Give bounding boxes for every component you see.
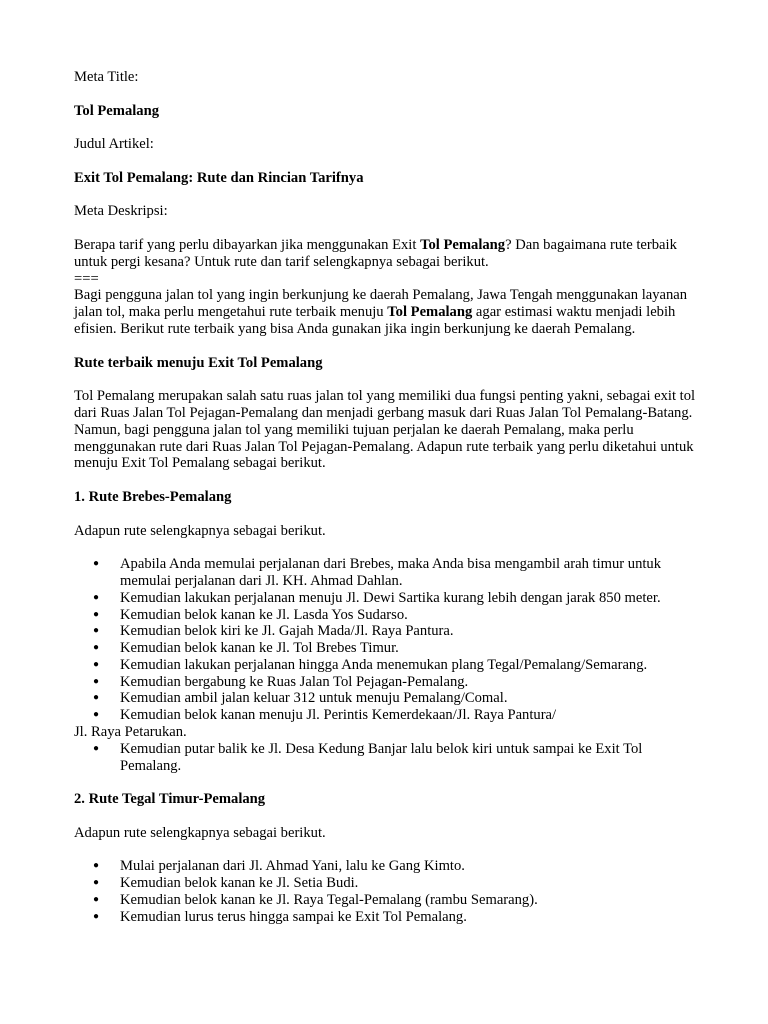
list-item: ● Kemudian ambil jalan keluar 312 untuk menuju Pemalang/Comal. [74, 690, 699, 707]
intro-keyword: Tol Pemalang [387, 304, 473, 321]
meta-title-label: Meta Title: [74, 69, 139, 85]
route-1-continuation: Jl. Raya Petarukan. [74, 724, 187, 741]
intro-paragraph [74, 287, 699, 337]
meta-description-text: Berapa tarif yang perlu dibayarkan jika menggunakan Exit [74, 236, 421, 253]
section-paragraph: Tol Pemalang merupakan salah satu ruas jalan tol yang memiliki dua fungsi penting yakni, sebagai exit tol dari Ruas Jalan Tol Pejagan-Pemalang dan menjadi gerbang masuk dari Ruas Jalan Tol Pemalang-Batang. Namun, bagi pengguna jalan tol yang memiliki tujuan perjalan ke daerah Pemalang, maka perlu menggunakan rute dari Ruas Jalan Tol Pejagan-Pemalang. Adapun rute terbaik yang perlu diketahui untuk menuju Exit Tol Pemalang sebagai berikut. [74, 388, 696, 472]
separator: === [74, 270, 99, 287]
meta-description-label: Meta Deskripsi: [74, 203, 168, 220]
list-item: ● Kemudian belok kanan ke Jl. Lasda Yos Sudarso. [74, 607, 699, 624]
list-item: ● Kemudian belok kiri ke Jl. Gajah Mada/Jl. Raya Pantura. [74, 623, 699, 640]
article-title: Exit Tol Pemalang: Rute dan Rincian Tarifnya [74, 169, 364, 186]
meta-title: Tol Pemalang [74, 102, 160, 119]
meta-description-text-end: ? Dan bagaimana rute terbaik untuk pergi kesana? Untuk rute dan tarif selengkapnya sebagai berikut. [74, 236, 677, 270]
route-2-intro: Adapun rute selengkapnya sebagai berikut. [74, 824, 326, 841]
intro-text: Bagi pengguna jalan tol yang ingin berkunjung ke daerah Pemalang, Jawa Tengah menggunakan layanan jalan tol, maka perlu mengetahui rute terbaik menuju [74, 287, 688, 321]
list-item: ● Kemudian putar balik ke Jl. Desa Kedung Banjar lalu belok kiri untuk sampai ke Exit Tol Pemalang. [74, 741, 699, 775]
list-item: ● Kemudian lakukan perjalanan hingga Anda menemukan plang Tegal/Pemalang/Semarang. [74, 657, 699, 674]
list-item: ● Kemudian bergabung ke Ruas Jalan Tol Pejagan-Pemalang. [74, 674, 699, 691]
list-item: ● Kemudian lurus terus hingga sampai ke Exit Tol Pemalang. [74, 909, 699, 926]
document-body [74, 69, 699, 926]
list-item: ● Kemudian lakukan perjalanan menuju Jl. Dewi Sartika kurang lebih dengan jarak 850 meter. [74, 590, 699, 607]
list-item: ● Kemudian belok kanan ke Jl. Raya Tegal-Pemalang (rambu Semarang). [74, 892, 699, 909]
route-1-list [74, 556, 699, 724]
list-item: ● Mulai perjalanan dari Jl. Ahmad Yani, lalu ke Gang Kimto. [74, 858, 699, 875]
route-2-heading: 2. Rute Tegal Timur-Pemalang [74, 791, 266, 808]
list-item: ● Kemudian belok kanan ke Jl. Tol Brebes Timur. [74, 640, 699, 657]
intro-text-end: agar estimasi waktu menjadi lebih efisien. Berikut rute terbaik yang bisa Anda gunakan jika ingin berkunjung ke daerah Pemalang. [74, 304, 676, 337]
route-1-list-continued [74, 741, 699, 775]
section-heading: Rute terbaik menuju Exit Tol Pemalang [74, 354, 323, 371]
list-item: ● Kemudian belok kanan menuju Jl. Perintis Kemerdekaan/Jl. Raya Pantura/ [74, 707, 699, 724]
route-2-list [74, 858, 699, 925]
article-title-label: Judul Artikel: [74, 136, 154, 153]
route-1-intro: Adapun rute selengkapnya sebagai berikut. [74, 522, 326, 539]
list-item: ● Apabila Anda memulai perjalanan dari Brebes, maka Anda bisa mengambil arah timur untuk memulai perjalanan dari Jl. KH. Ahmad Dahlan. [74, 556, 699, 590]
route-1-heading: 1. Rute Brebes-Pemalang [74, 488, 232, 505]
meta-description-keyword: Tol Pemalang [420, 236, 506, 253]
meta-description [74, 237, 699, 271]
list-item: ● Kemudian belok kanan ke Jl. Setia Budi. [74, 875, 699, 892]
